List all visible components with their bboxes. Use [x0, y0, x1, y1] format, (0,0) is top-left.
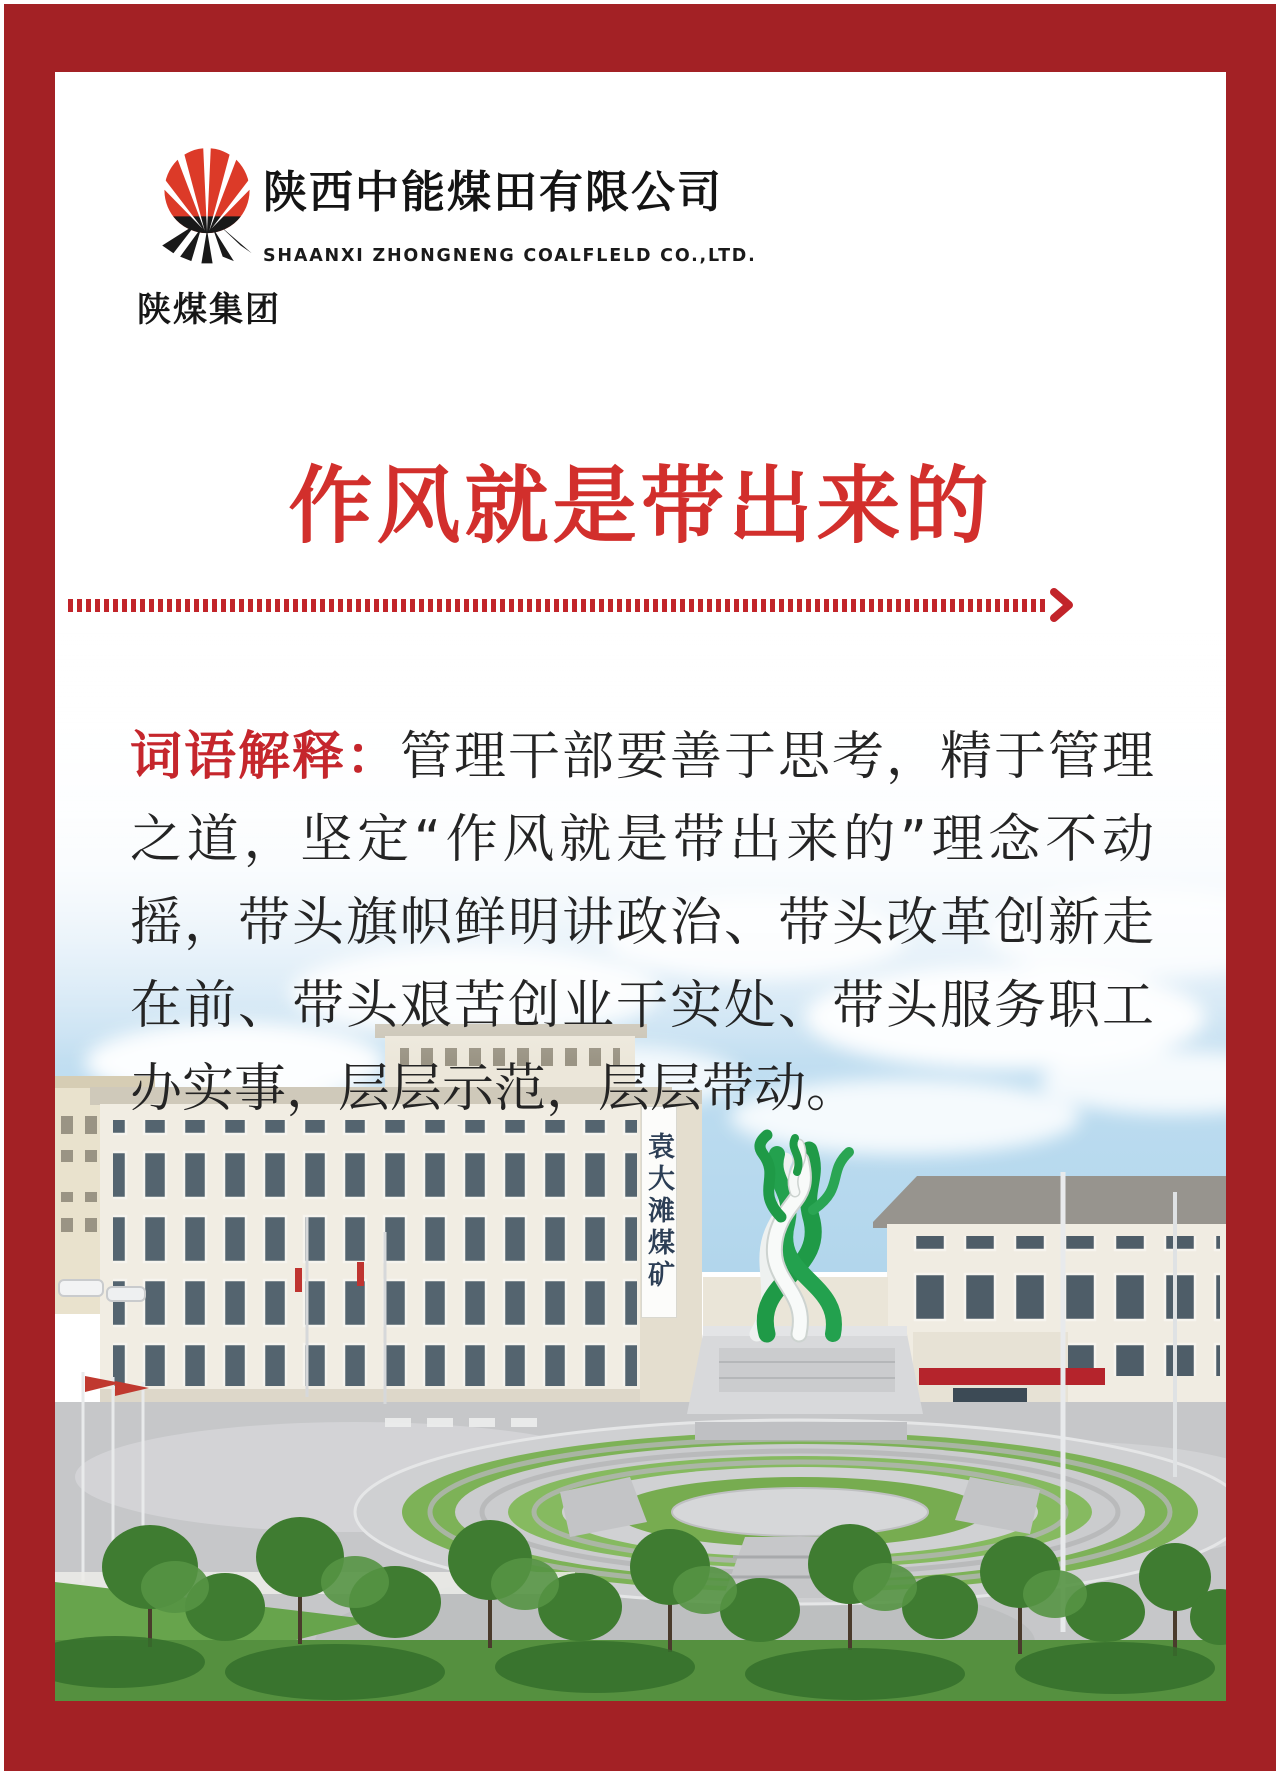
shaanxi-coal-logo-icon	[137, 138, 277, 288]
company-names	[263, 156, 757, 266]
company-name-cn: 陕西中能煤田有限公司	[263, 167, 723, 218]
building-sign: 袁大滩煤矿	[641, 1106, 677, 1318]
arrow-right-icon	[1049, 588, 1075, 622]
company-logo	[137, 138, 281, 331]
poster-frame	[4, 4, 1276, 1771]
poster-page	[55, 72, 1226, 1701]
logo-caption: 陕煤集团	[137, 290, 281, 330]
dotted-line	[68, 599, 1046, 612]
sculpture-pedestal	[687, 1326, 923, 1440]
explanation-text: 管理干部要善于思考，精于管理之道，坚定“作风就是带出来的”理念不动摇，带头旗帜鲜明讲政治、带头改革创新走在前、带头艰苦创业干实处、带头服务职工办实事，层层示范，层层带动。	[130, 727, 1154, 1119]
explanation-paragraph	[130, 716, 1154, 1131]
page-title: 作风就是带出来的	[288, 457, 993, 555]
dotted-arrow-divider	[68, 588, 1075, 622]
company-name-en: SHAANXI ZHONGNENG COALFLELD CO.,LTD.	[263, 246, 757, 266]
explanation-label: 词语解释：	[130, 727, 400, 787]
header	[55, 72, 1226, 332]
